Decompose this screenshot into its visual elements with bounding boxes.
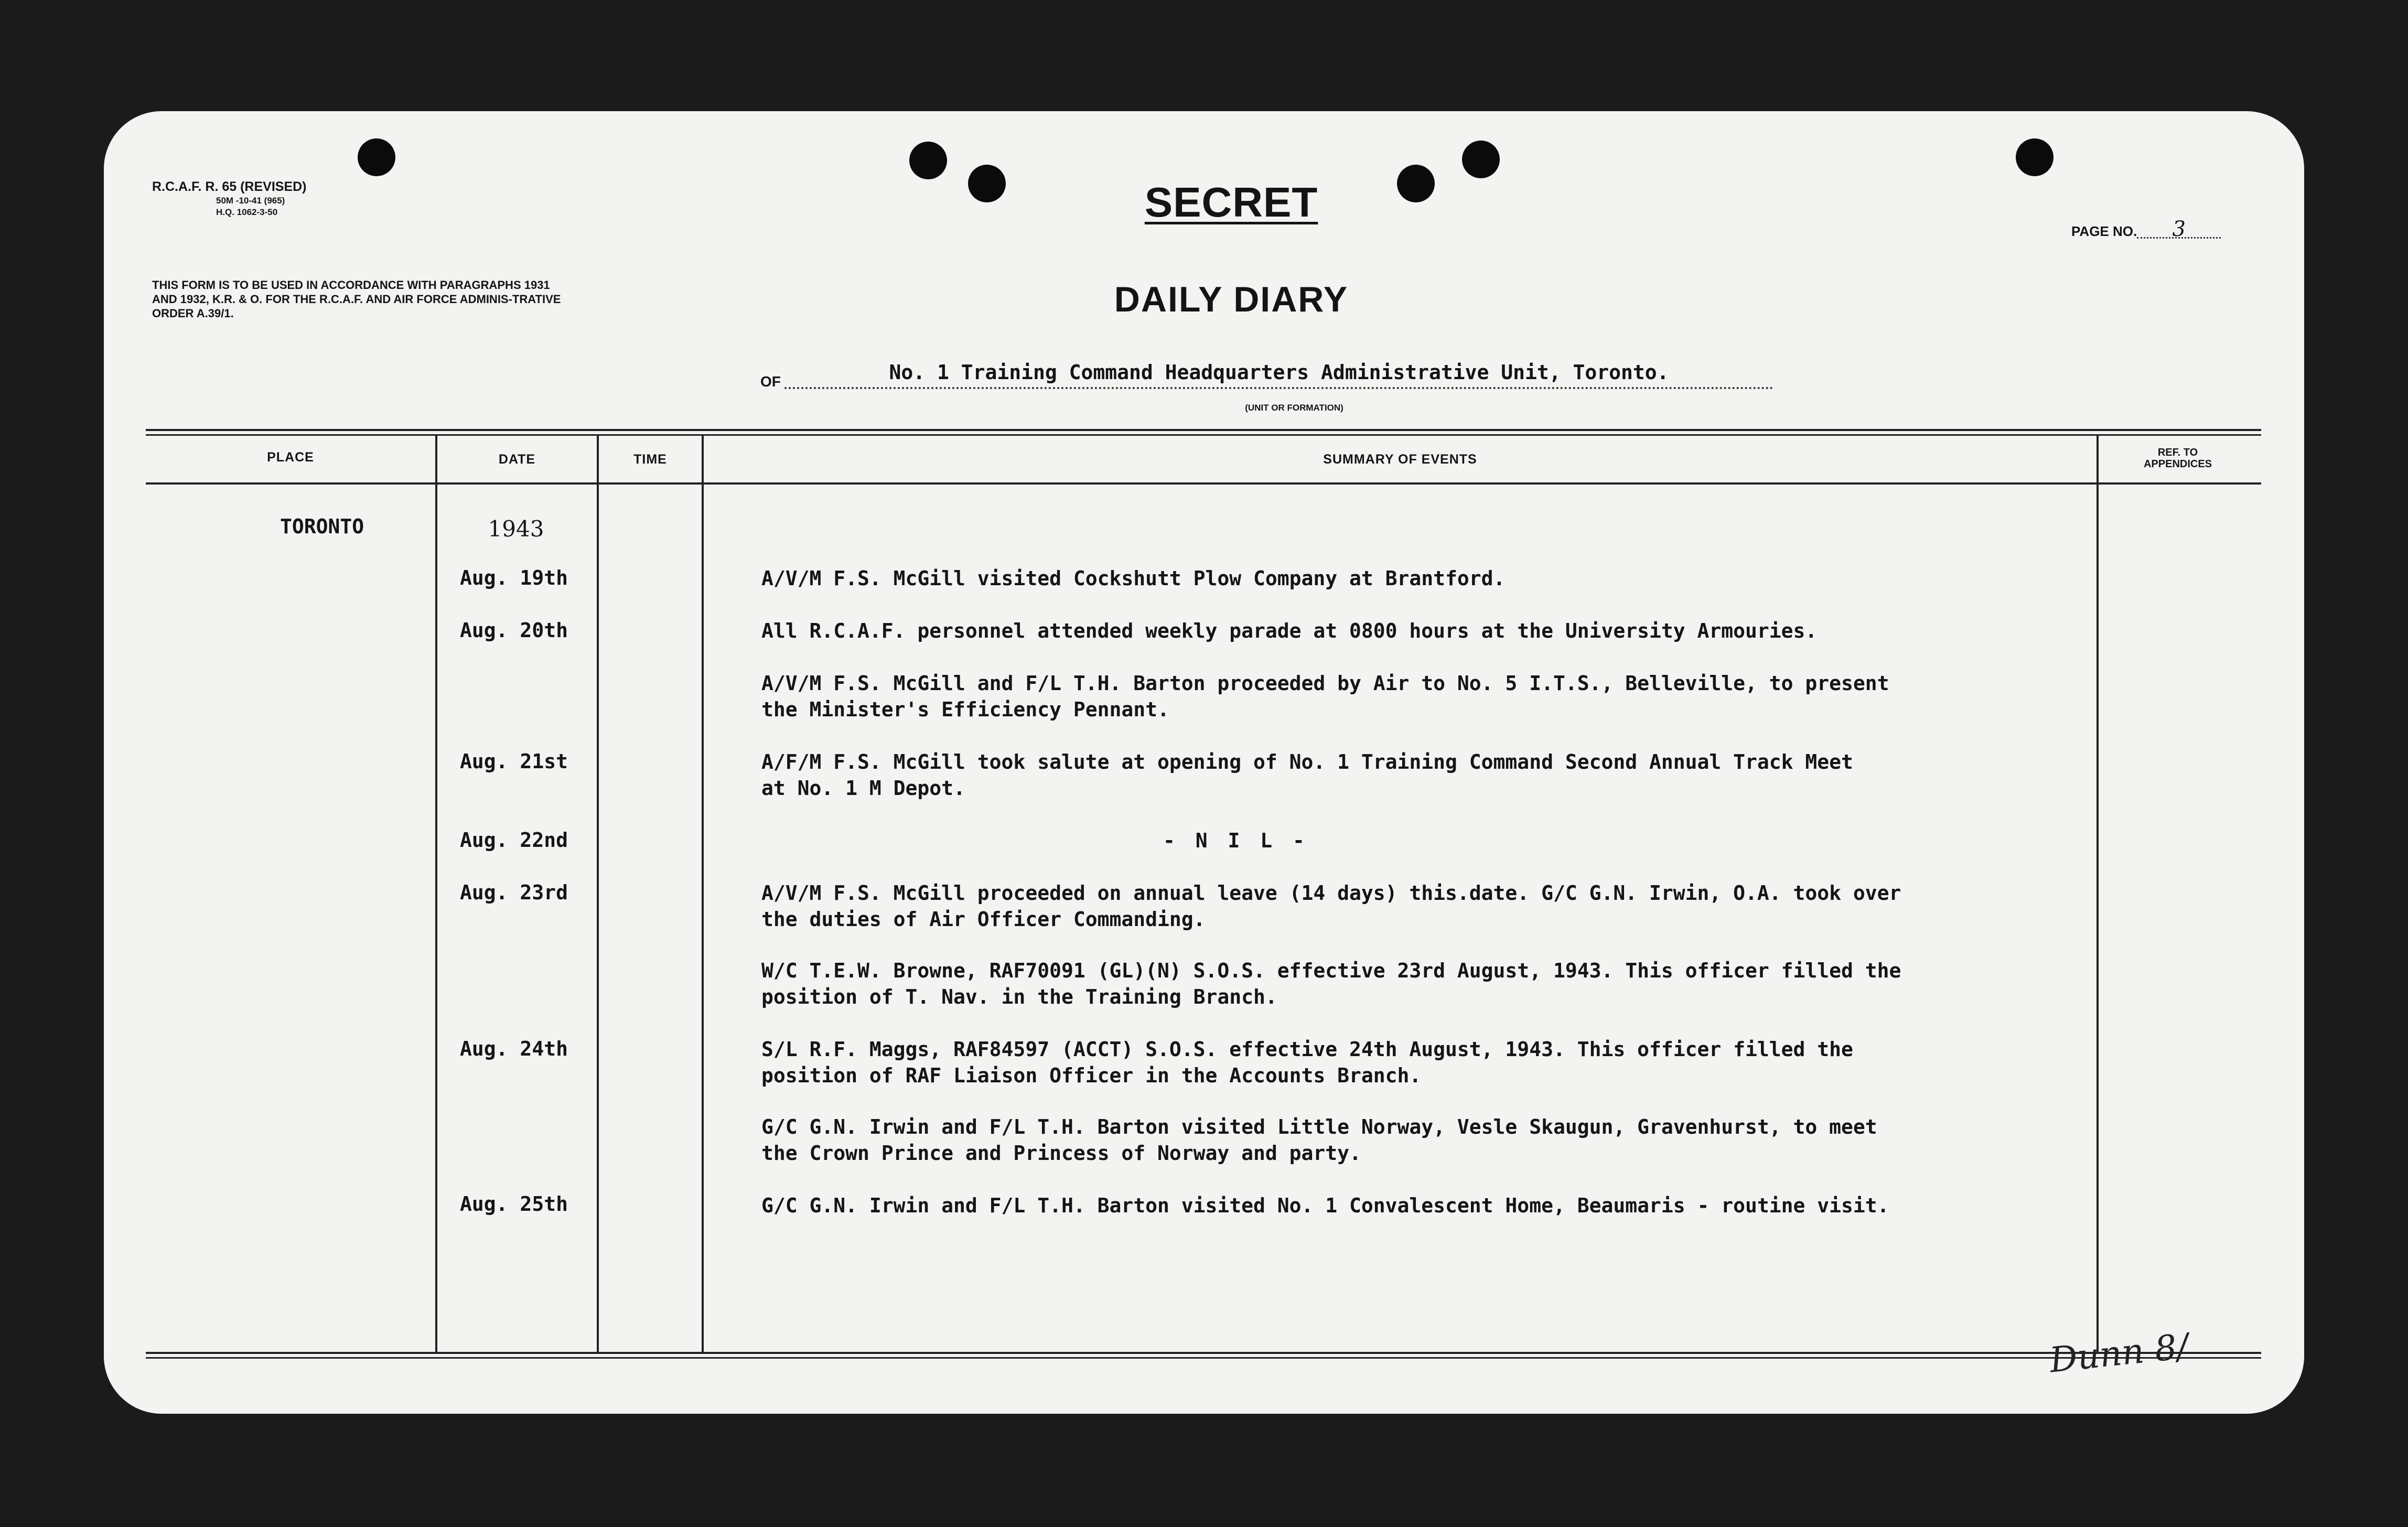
page-number-label: PAGE NO. xyxy=(2071,223,2137,239)
event-line: the Minister's Efficiency Pennant. xyxy=(761,698,1169,721)
handwritten-initials: Dunn 8/ xyxy=(2047,1326,2190,1381)
form-ref-number: R.C.A.F. R. 65 (REVISED) xyxy=(152,179,307,194)
table-top-rule xyxy=(146,429,2261,431)
date-cell: Aug. 21st xyxy=(460,750,568,773)
punch-hole xyxy=(909,142,947,179)
event-line: S/L R.F. Maggs, RAF84597 (ACCT) S.O.S. effective 24th August, 1943. This officer filled the xyxy=(761,1038,1853,1061)
unit-caption: (UNIT OR FORMATION) xyxy=(1245,403,1343,413)
event-entry xyxy=(761,565,1505,592)
event-line: the Crown Prince and Princess of Norway and party. xyxy=(761,1142,1361,1165)
column-header-time: TIME xyxy=(633,452,667,467)
form-instructions: THIS FORM IS TO BE USED IN ACCORDANCE WITH PARAGRAPHS 1931 AND 1932, K.R. & O. FOR THE R.C.A.F. AND AIR FORCE ADMINIS-TRATIVE ORDER A.39/1. xyxy=(152,278,561,320)
header-bottom-rule xyxy=(146,482,2261,485)
year-cell: 1943 xyxy=(488,516,544,542)
unit-name: No. 1 Training Command Headquarters Administrative Unit, Toronto. xyxy=(784,358,1773,389)
column-header-ref-line2: APPENDICES xyxy=(2143,458,2212,470)
event-line: G/C G.N. Irwin and F/L T.H. Barton visited Little Norway, Vesle Skaugun, Gravenhurst, to meet xyxy=(761,1115,1877,1138)
event-entry xyxy=(761,1036,1853,1089)
column-header-date: DATE xyxy=(498,452,536,467)
table-bottom-rule-inner xyxy=(146,1357,2261,1359)
place-cell: TORONTO xyxy=(280,515,364,538)
event-line: G/C G.N. Irwin and F/L T.H. Barton visited No. 1 Convalescent Home, Beaumaris - routine visit. xyxy=(761,1194,1889,1217)
column-header-ref xyxy=(2112,447,2243,470)
event-entry xyxy=(761,958,1901,1010)
page-number xyxy=(2071,217,2221,241)
event-line: the duties of Air Officer Commanding. xyxy=(761,908,1206,931)
date-cell: Aug. 25th xyxy=(460,1192,568,1216)
date-cell: Aug. 23rd xyxy=(460,881,568,904)
date-cell: Aug. 24th xyxy=(460,1037,568,1060)
form-ref-print: 50M -10-41 (965) xyxy=(216,196,285,206)
diary-card xyxy=(104,111,2304,1414)
event-line: A/F/M F.S. McGill took salute at opening of No. 1 Training Command Second Annual Track Meet xyxy=(761,750,1853,773)
table-top-rule-inner xyxy=(146,434,2261,436)
form-reference xyxy=(152,178,307,218)
event-entry-nil: - N I L - xyxy=(1163,829,1309,852)
punch-hole xyxy=(968,165,1006,202)
event-line: A/V/M F.S. McGill and F/L T.H. Barton proceeded by Air to No. 5 I.T.S., Belleville, to present xyxy=(761,672,1889,695)
event-entry xyxy=(761,880,1901,932)
event-line: All R.C.A.F. personnel attended weekly parade at 0800 hours at the University Armouries. xyxy=(761,619,1818,642)
punch-hole xyxy=(1462,141,1500,178)
page-number-value: 3 xyxy=(2137,221,2221,239)
event-line: position of T. Nav. in the Training Branch. xyxy=(761,985,1277,1008)
classification-heading: SECRET xyxy=(1144,179,1318,225)
event-entry xyxy=(761,618,1817,644)
date-cell: Aug. 19th xyxy=(460,566,568,589)
column-header-summary: SUMMARY OF EVENTS xyxy=(1323,452,1477,467)
column-header-place: PLACE xyxy=(267,450,314,465)
column-divider-date xyxy=(597,434,599,1354)
punch-hole xyxy=(358,138,395,176)
page-title: DAILY DIARY xyxy=(1114,279,1349,319)
column-divider-summary xyxy=(2097,434,2099,1354)
event-entry xyxy=(761,749,1853,801)
table-bottom-rule xyxy=(146,1352,2261,1354)
date-cell: Aug. 22nd xyxy=(460,829,568,852)
column-header-ref-line1: REF. TO xyxy=(2157,447,2198,458)
punch-hole xyxy=(2016,138,2054,176)
punch-hole xyxy=(1397,165,1435,202)
event-entry xyxy=(761,670,1889,723)
event-line: at No. 1 M Depot. xyxy=(761,777,965,800)
column-divider-time xyxy=(702,434,704,1354)
event-entry xyxy=(761,1192,1889,1219)
event-line: position of RAF Liaison Officer in the Accounts Branch. xyxy=(761,1064,1422,1087)
event-entry xyxy=(761,1114,1877,1166)
event-line: W/C T.E.W. Browne, RAF70091 (GL)(N) S.O.S. effective 23rd August, 1943. This officer filled the xyxy=(761,959,1901,982)
of-label: OF xyxy=(760,373,781,390)
form-ref-hq: H.Q. 1062-3-50 xyxy=(216,207,278,217)
date-cell: Aug. 20th xyxy=(460,619,568,642)
event-line: A/V/M F.S. McGill proceeded on annual leave (14 days) this.date. G/C G.N. Irwin, O.A. took over xyxy=(761,881,1901,905)
event-line: A/V/M F.S. McGill visited Cockshutt Plow Company at Brantford. xyxy=(761,567,1506,590)
